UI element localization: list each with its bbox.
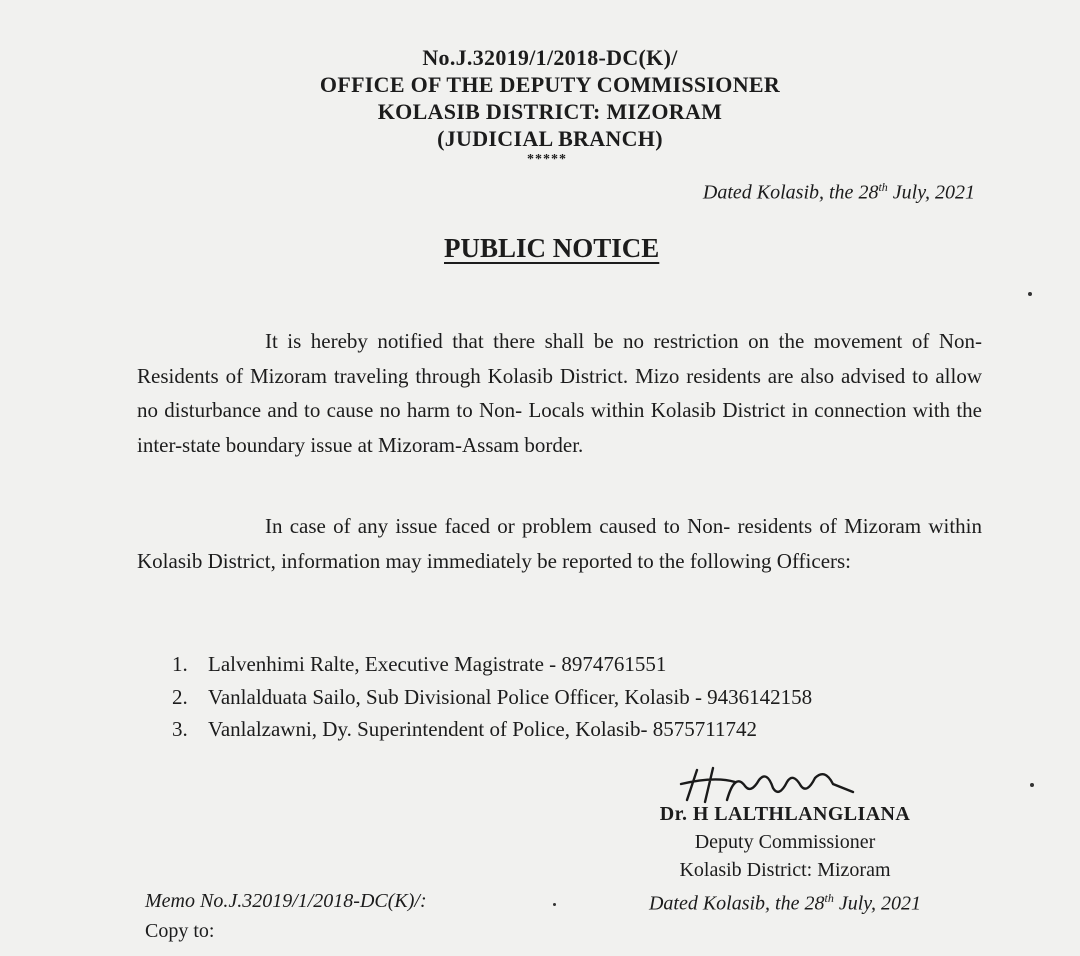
district-title: KOLASIB DISTRICT: MIZORAM [377, 99, 723, 124]
signatory-name: Dr. H LALTHLANGLIANA [659, 803, 911, 825]
file-number: No.J.32019/1/2018-DC(K)/ [422, 45, 678, 70]
paragraph-reporting: In case of any issue faced or problem caused to Non- residents of Mizoram within Kolasib District, information may immediately be reported to the following Officers: [137, 514, 982, 573]
notice-title: PUBLIC NOTICE [444, 233, 660, 263]
scan-speck [1030, 783, 1034, 787]
scan-speck [553, 903, 556, 906]
signatory-district: Kolasib District: Mizoram [679, 859, 891, 881]
scan-speck [1028, 292, 1032, 296]
copy-to-label: Copy to: [145, 920, 215, 942]
list-item: 3. Vanlalzawni, Dy. Superintendent of Police, Kolasib- 8575711742 [172, 717, 758, 741]
list-item: 2. Vanlalduata Sailo, Sub Divisional Police Officer, Kolasib - 9436142158 [172, 684, 813, 709]
signature-block [625, 800, 945, 918]
memo-number: Memo No.J.32019/1/2018-DC(K)/: [145, 890, 427, 912]
list-item: 1. Lalvenhimi Ralte, Executive Magistrate - 8974761551 [172, 652, 667, 676]
signature-date: Dated Kolasib, the 28th July, 2021 [648, 891, 922, 915]
separator-stars: ***** [527, 152, 567, 167]
office-title: OFFICE OF THE DEPUTY COMMISSIONER [319, 72, 781, 97]
officer-list [172, 648, 812, 746]
paragraph-restriction: It is hereby notified that there shall be no restriction on the movement of Non-Residents of Mizoram traveling through Kolasib District. Mizo residents are also advised to allow no disturbance and to cause no harm to Non- Locals within Kolasib District in connection with the inter-state boundary issue at Mizoram-Assam border. [137, 329, 982, 457]
signatory-designation: Deputy Commissioner [694, 831, 876, 853]
notice-date: Dated Kolasib, the 28th July, 2021 [702, 180, 975, 204]
branch-title: (JUDICIAL BRANCH) [437, 126, 663, 151]
